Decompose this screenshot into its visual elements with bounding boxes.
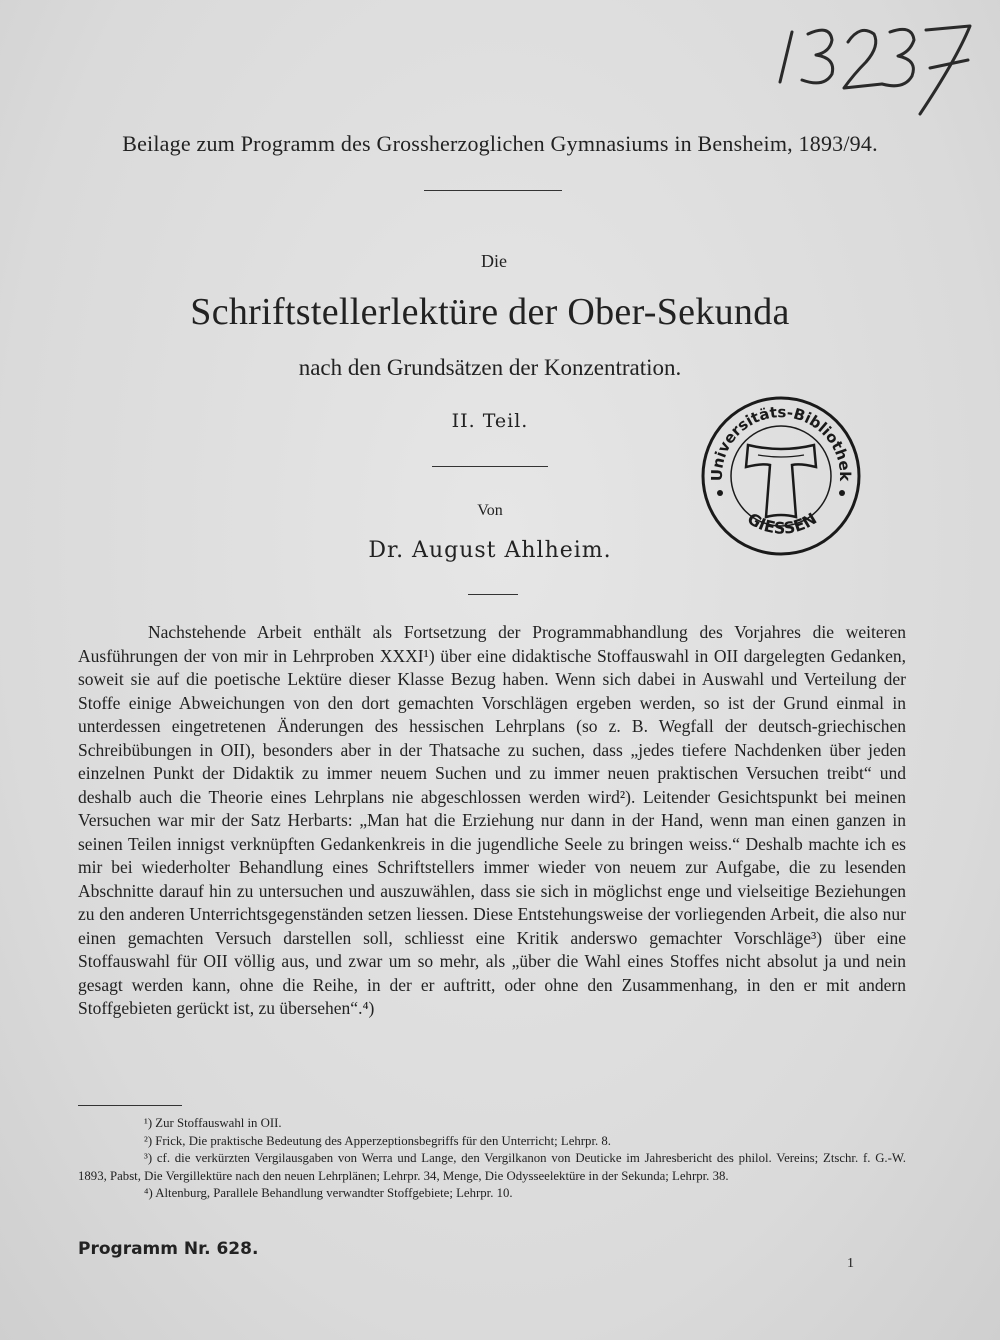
footnote-3: ³) cf. die verkürzten Vergilausgaben von Werra und Lange, den Vergilkanon von Deuticke im Jahresbericht des philol. Vereins; Ztschr. f. G.-W. 1893, Pabst, Die Vergillektüre nach den neuen Lehrplänen; Lehrpr. 34, Menge, Die Odysseelektüre in der Sekunda; Lehrpr. 38. <box>78 1151 906 1183</box>
header-divider <box>424 190 562 191</box>
handwritten-number <box>770 10 990 120</box>
footnote-2: ²) Frick, Die praktische Bedeutung des Apperzeptionsbegriffs für den Unterricht; Lehrpr. 8. <box>144 1133 611 1148</box>
page-number: 1 <box>847 1256 854 1271</box>
svg-text:GIESSEN <box>744 509 820 538</box>
footnote-4: ⁴) Altenburg, Parallele Behandlung verwandter Stoffgebiete; Lehrpr. 10. <box>144 1186 513 1200</box>
library-stamp <box>700 395 862 557</box>
title-prefix: Die <box>481 251 507 271</box>
part-label: II. Teil. <box>451 410 529 432</box>
page-title: Schriftstellerlektüre der Ober-Sekunda <box>190 291 790 333</box>
footnote-1: ¹) Zur Stoffauswahl in OII. <box>144 1116 282 1130</box>
page-subtitle: nach den Grundsätzen der Konzentration. <box>298 355 682 380</box>
body-paragraph: Nachstehende Arbeit enthält als Fortsetzung der Programmabhandlung des Vorjahres die weiteren Ausführungen der von mir in Lehrproben XXXI¹) über eine didaktische Stoffauswahl in OII dargelegten Gedanken, soweit sie auf die poetische Lektüre dieser Klasse Bezug haben. Wenn sich dabei in Auswahl und Verteilung der Stoffe einige Abweichungen von den dort gemachten Vorschlägen ergeben werden, so ist der Grund einmal in unterdessen eingetretenen Änderungen des hessischen Lehrplans (so z. B. Wegfall der deutsch-griechischen Schreibübungen in OII), besonders aber in der Thatsache zu suchen, dass „jedes tiefere Nachdenken über jeden einzelnen Punkt der Didaktik zu immer neuem Suchen und zu immer neuen praktischen Versuchen treibt“ und deshalb auch die Theorie eines Lehrplans nie abgeschlossen werden wird²). Leitender Gesichtspunkt bei meinen Versuchen war mir der Satz Herbarts: „Man hat die Erziehung nur dann in der Hand, wenn man einen ganzen in seinen Teilen innigst verknüpften Gedankenkreis in die jugendliche Seele zu bringen weiss.“ Deshalb machte ich es mir bei wiederholter Behandlung eines Schriftstellers immer wieder von neuem zur Aufgabe, die zu lesenden Abschnitte darauf hin zu untersuchen und auszuwählen, dass sie sich in möglichst enge und vielseitige Beziehungen zu den anderen Unterrichtsgegenständen setzen liessen. Diese Entstehungsweise der vorliegenden Arbeit, die also nur einen gemachten Versuch darstellen soll, schliesst eine Kritik anderswo gemachter Vorschläge³) über eine Stoffauswahl für OII völlig aus, und zwar um so mehr, als „über die Wahl eines Stoffes nicht absolut ja und nein gesagt werden kann, ohne die Reihe, in der er auftritt, oder ohne den Zusammenhang, in den er mit andern Stoffgebieten gerückt ist, zu übersehen“.⁴) <box>78 622 906 1018</box>
author-divider <box>468 594 518 595</box>
footnotes <box>78 1115 906 1203</box>
svg-text:Universitäts-Bibliothek <box>708 403 854 482</box>
program-header: Beilage zum Programm des Grossherzoglichen Gymnasiums in Bensheim, 1893/94. <box>122 131 878 156</box>
title-divider <box>432 466 548 467</box>
author-name: Dr. August Ahlheim. <box>368 538 612 563</box>
stamp-text-bottom: GIESSEN <box>744 508 820 538</box>
von-label: Von <box>477 502 503 519</box>
stamp-text-top: Universitäts-Bibliothek <box>707 403 855 482</box>
program-number: Programm Nr. 628. <box>78 1239 259 1259</box>
footnote-divider <box>78 1105 182 1106</box>
